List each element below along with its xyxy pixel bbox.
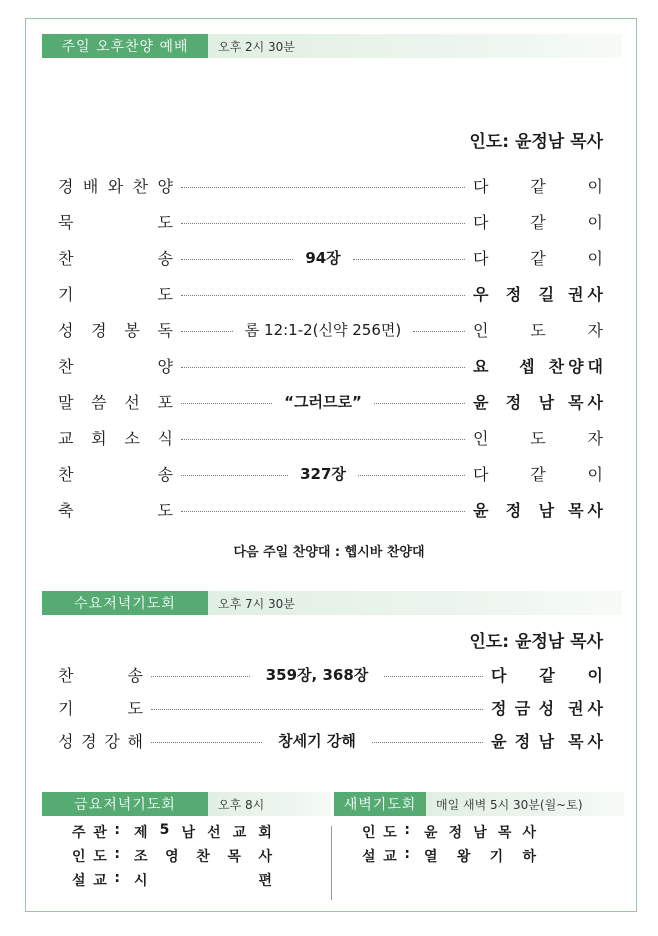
friday-title: 금요저녁기도회 [42,792,208,816]
order-person: 정 금 성 권 사 [491,698,603,718]
dot-leader [181,389,465,413]
info-row [362,821,536,843]
dot-leader [151,730,483,751]
dawn-title: 새벽기도회 [334,792,426,816]
order-label: 기 도 [58,698,143,718]
info-value: 열 왕 기 하 [424,849,536,865]
sunday-leader: 인도: 윤정남 목사 [469,132,603,152]
order-person: 윤 정 남 목 사 [473,392,603,412]
info-key: 인 도 : [72,846,120,865]
order-label: 찬 양 [58,356,173,376]
choir-notice: 다음 주일 찬양대 : 헵시바 찬양대 [233,545,425,560]
dot-leader [181,209,465,233]
info-value: 제 5 남 선 교 회 [134,822,272,841]
order-person: 다 같 이 [473,212,603,232]
info-key: 설 교 : [362,846,410,865]
wednesday-time: 오후 7시 30분 [208,591,622,615]
order-label: 찬 송 [58,464,173,484]
sunday-time: 오후 2시 30분 [208,34,622,58]
dot-leader [181,281,465,305]
order-detail: 창세기 강해 [278,731,356,750]
order-row [58,209,603,233]
info-value: 윤 정 남 목 사 [424,825,536,841]
order-row [58,317,603,341]
info-value: 조 영 찬 목 사 [134,849,272,865]
info-row [362,845,536,867]
dot-leader [181,317,465,341]
sunday-title: 주일 오후찬양 예배 [42,34,208,58]
info-row [72,845,272,867]
order-label: 성 경 강 해 [58,731,143,751]
order-label: 묵 도 [58,212,173,232]
order-label: 찬 송 [58,248,173,268]
order-detail: 327장 [300,464,346,483]
order-label: 기 도 [58,284,173,304]
info-key: 설 교 : [72,870,120,889]
info-key: 인 도 : [362,822,410,841]
dot-leader [181,245,465,269]
order-row [58,461,603,485]
order-detail: 94장 [305,248,341,267]
dot-leader [181,353,465,377]
dot-leader [181,461,465,485]
dawn-section-header [334,792,624,816]
dot-leader [151,664,483,685]
dot-leader [181,173,465,197]
wednesday-title: 수요저녁기도회 [42,591,208,615]
wednesday-leader: 인도: 윤정남 목사 [469,632,603,652]
order-row [58,353,603,377]
order-label: 경 배 와 찬 양 [58,176,173,196]
order-label: 찬 송 [58,665,143,685]
order-person: 우 정 길 권 사 [473,284,603,304]
column-divider [331,826,332,900]
sunday-section-header [42,34,622,58]
order-row [58,728,603,752]
order-person: 인 도 자 [473,320,603,340]
order-label: 말 씀 선 포 [58,392,173,412]
order-row [58,173,603,197]
order-person: 다 같 이 [473,176,603,196]
order-label: 축 도 [58,500,173,520]
order-person: 다 같 이 [473,248,603,268]
dot-leader [181,425,465,449]
order-person: 윤 정 남 목 사 [491,731,603,751]
order-person: 다 같 이 [473,464,603,484]
order-row [58,497,603,521]
friday-time: 오후 8시 [208,792,330,816]
dot-leader [181,497,465,521]
order-row [58,695,603,719]
dawn-time: 매일 새벽 5시 30분(월~토) [426,792,624,816]
info-row [72,869,272,891]
dot-leader [151,705,483,710]
order-row [58,425,603,449]
wednesday-section-header [42,591,622,615]
order-person: 윤 정 남 목 사 [473,500,603,520]
order-detail: 359장, 368장 [265,665,369,684]
friday-section-header [42,792,330,816]
info-value: 시 편 [134,873,272,889]
info-key: 주 관 : [72,822,120,841]
order-person: 인 도 자 [473,428,603,448]
order-row [58,662,603,686]
order-row [58,281,603,305]
order-label: 교 회 소 식 [58,428,173,448]
order-row [58,245,603,269]
order-person: 다 같 이 [491,665,603,685]
order-person: 요 셉 찬 양 대 [473,356,603,376]
order-detail: “그러므로” [284,392,362,411]
order-detail: 롬 12:1-2(신약 256면) [244,320,402,339]
order-label: 성 경 봉 독 [58,320,173,340]
order-row [58,389,603,413]
info-row [72,821,272,843]
